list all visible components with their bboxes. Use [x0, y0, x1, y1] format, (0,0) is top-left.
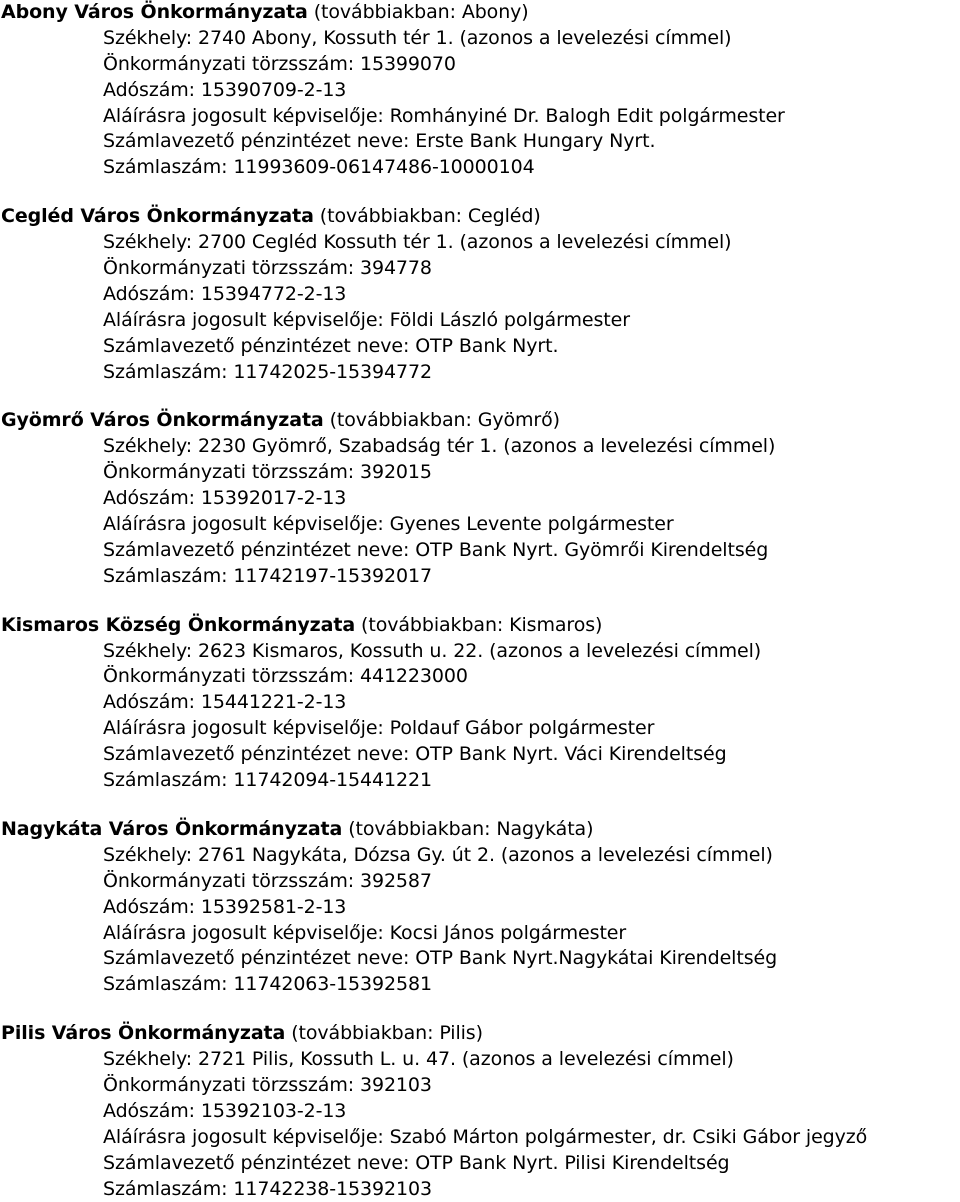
short-name: (továbbiakban: Gyömrő)	[329, 409, 560, 432]
tax-number-line: Adószám: 15394772-2-13	[103, 282, 347, 305]
representative-line: Aláírásra jogosult képviselője: Romhányiné Dr. Balogh Edit polgármester	[103, 104, 785, 127]
registry-number-line: Önkormányzati törzsszám: 441223000	[103, 665, 468, 688]
seat-line: Székhely: 2700 Cegléd Kossuth tér 1. (azonos a levelezési címmel)	[103, 231, 732, 254]
registry-number-line: Önkormányzati törzsszám: 394778	[103, 257, 432, 280]
seat-line: Székhely: 2623 Kismaros, Kossuth u. 22. (azonos a levelezési címmel)	[103, 639, 762, 662]
entry-heading	[1, 817, 959, 843]
account-number-line: Számlaszám: 11742094-15441221	[103, 769, 432, 792]
representative-line: Aláírásra jogosult képviselője: Szabó Márton polgármester, dr. Csiki Gábor jegyző	[103, 1125, 868, 1148]
account-number-line: Számlaszám: 11742197-15392017	[103, 564, 432, 587]
registry-number-line: Önkormányzati törzsszám: 392103	[103, 1073, 432, 1096]
tax-number-line: Adószám: 15390709-2-13	[103, 78, 347, 101]
seat-line: Székhely: 2761 Nagykáta, Dózsa Gy. út 2. (azonos a levelezési címmel)	[103, 843, 773, 866]
representative-line: Aláírásra jogosult képviselője: Földi László polgármester	[103, 308, 630, 331]
entry-heading	[1, 613, 959, 639]
entry-heading	[1, 0, 959, 26]
short-name: (továbbiakban: Cegléd)	[319, 205, 541, 228]
bank-line: Számlavezető pénzintézet neve: OTP Bank Nyrt.	[103, 334, 559, 357]
account-number-line: Számlaszám: 11742063-15392581	[103, 973, 432, 996]
short-name: (továbbiakban: Pilis)	[291, 1022, 483, 1045]
short-name: (továbbiakban: Nagykáta)	[348, 817, 594, 840]
representative-line: Aláírásra jogosult képviselője: Kocsi János polgármester	[103, 921, 627, 944]
entry-heading	[1, 1021, 959, 1047]
municipality-name: Gyömrő Város Önkormányzata	[1, 409, 324, 432]
municipality-entry-abony	[1, 0, 959, 181]
seat-line: Székhely: 2721 Pilis, Kossuth L. u. 47. (azonos a levelezési címmel)	[103, 1048, 734, 1071]
short-name: (továbbiakban: Kismaros)	[361, 613, 603, 636]
document-body	[1, 0, 959, 1202]
representative-line: Aláírásra jogosult képviselője: Gyenes Levente polgármester	[103, 513, 674, 536]
municipality-entry-kismaros	[1, 613, 959, 794]
municipality-name: Nagykáta Város Önkormányzata	[1, 817, 343, 840]
municipality-entry-pilis	[1, 1021, 959, 1202]
entry-heading	[1, 204, 959, 230]
registry-number-line: Önkormányzati törzsszám: 15399070	[103, 52, 456, 75]
bank-line: Számlavezető pénzintézet neve: OTP Bank Nyrt. Gyömrői Kirendeltség	[103, 538, 769, 561]
municipality-entry-cegled	[1, 204, 959, 385]
bank-line: Számlavezető pénzintézet neve: Erste Bank Hungary Nyrt.	[103, 130, 656, 153]
municipality-name: Pilis Város Önkormányzata	[1, 1022, 286, 1045]
entry-heading	[1, 408, 959, 434]
municipality-entry-nagykata	[1, 817, 959, 998]
tax-number-line: Adószám: 15392017-2-13	[103, 487, 347, 510]
bank-line: Számlavezető pénzintézet neve: OTP Bank Nyrt. Váci Kirendeltség	[103, 743, 727, 766]
municipality-name: Cegléd Város Önkormányzata	[1, 205, 314, 228]
account-number-line: Számlaszám: 11993609-06147486-10000104	[103, 156, 535, 179]
short-name: (továbbiakban: Abony)	[313, 1, 529, 23]
tax-number-line: Adószám: 15392581-2-13	[103, 895, 347, 918]
registry-number-line: Önkormányzati törzsszám: 392015	[103, 461, 432, 484]
tax-number-line: Adószám: 15441221-2-13	[103, 691, 347, 714]
account-number-line: Számlaszám: 11742238-15392103	[103, 1177, 432, 1200]
representative-line: Aláírásra jogosult képviselője: Poldauf Gábor polgármester	[103, 717, 655, 740]
account-number-line: Számlaszám: 11742025-15394772	[103, 360, 432, 383]
seat-line: Székhely: 2230 Gyömrő, Szabadság tér 1. (azonos a levelezési címmel)	[103, 435, 776, 458]
municipality-name: Abony Város Önkormányzata	[1, 1, 308, 23]
registry-number-line: Önkormányzati törzsszám: 392587	[103, 869, 432, 892]
bank-line: Számlavezető pénzintézet neve: OTP Bank Nyrt.Nagykátai Kirendeltség	[103, 947, 778, 970]
tax-number-line: Adószám: 15392103-2-13	[103, 1099, 347, 1122]
municipality-name: Kismaros Község Önkormányzata	[1, 613, 356, 636]
bank-line: Számlavezető pénzintézet neve: OTP Bank Nyrt. Pilisi Kirendeltség	[103, 1151, 730, 1174]
municipality-entry-gyomro	[1, 408, 959, 589]
seat-line: Székhely: 2740 Abony, Kossuth tér 1. (azonos a levelezési címmel)	[103, 26, 732, 49]
